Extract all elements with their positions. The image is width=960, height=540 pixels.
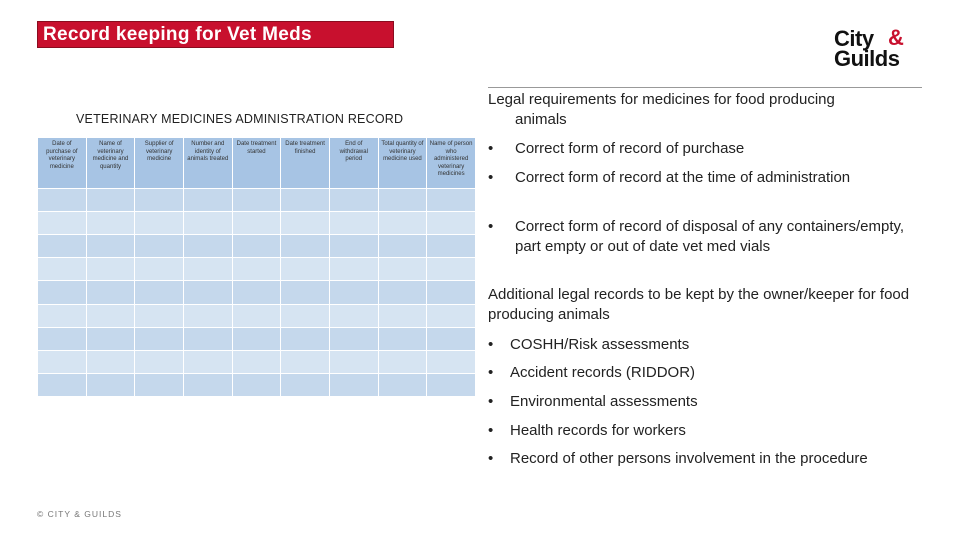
table-cell bbox=[38, 189, 87, 212]
table-cell bbox=[329, 189, 378, 212]
slide-title-banner bbox=[37, 21, 394, 48]
table-cell bbox=[135, 189, 184, 212]
table-cell bbox=[232, 304, 281, 327]
table-cell bbox=[135, 350, 184, 373]
table-cell bbox=[427, 235, 476, 258]
table-cell bbox=[86, 189, 135, 212]
table-cell bbox=[281, 258, 330, 281]
logo-word-city: City bbox=[834, 26, 874, 51]
table-cell bbox=[38, 304, 87, 327]
record-title: VETERINARY MEDICINES ADMINISTRATION RECORD bbox=[76, 112, 404, 126]
table-cell bbox=[281, 189, 330, 212]
table-cell bbox=[183, 281, 232, 304]
table-row bbox=[38, 281, 476, 304]
table-cell bbox=[329, 235, 378, 258]
table-cell bbox=[378, 189, 427, 212]
table-cell bbox=[135, 258, 184, 281]
table-cell bbox=[378, 258, 427, 281]
table-cell bbox=[183, 235, 232, 258]
table-cell bbox=[232, 373, 281, 396]
table-cell bbox=[232, 189, 281, 212]
table-cell bbox=[38, 350, 87, 373]
table-cell bbox=[135, 327, 184, 350]
slide-title: Record keeping for Vet Meds bbox=[43, 24, 312, 45]
bullet-icon: • bbox=[488, 140, 494, 157]
table-cell bbox=[86, 281, 135, 304]
table-cell bbox=[378, 304, 427, 327]
table-row bbox=[38, 350, 476, 373]
table-cell bbox=[378, 235, 427, 258]
table-cell bbox=[329, 281, 378, 304]
bullet-icon: • bbox=[488, 393, 494, 410]
table-cell bbox=[378, 327, 427, 350]
bullet-icon: • bbox=[488, 422, 494, 439]
table-cell bbox=[427, 327, 476, 350]
legal-requirements-heading: Legal requirements for medicines for food producing animals bbox=[488, 91, 835, 128]
table-cell bbox=[427, 258, 476, 281]
table-cell bbox=[281, 350, 330, 373]
table-cell bbox=[135, 373, 184, 396]
table-cell bbox=[329, 373, 378, 396]
table-cell bbox=[427, 304, 476, 327]
logo-ampersand: & bbox=[888, 25, 904, 50]
table-row bbox=[38, 258, 476, 281]
table-cell bbox=[427, 373, 476, 396]
table-cell bbox=[135, 281, 184, 304]
logo-word-guilds: Guilds bbox=[834, 46, 900, 71]
table-cell bbox=[38, 258, 87, 281]
table-cell bbox=[183, 258, 232, 281]
table-cell bbox=[86, 212, 135, 235]
column-header: Date treatment started bbox=[232, 138, 281, 189]
table-cell bbox=[329, 350, 378, 373]
table-cell bbox=[38, 212, 87, 235]
bullet-icon: • bbox=[488, 336, 494, 353]
table-cell bbox=[86, 327, 135, 350]
table-cell bbox=[183, 327, 232, 350]
column-header: Supplier of veterinary medicine bbox=[135, 138, 184, 189]
table-cell bbox=[86, 258, 135, 281]
table-cell bbox=[183, 350, 232, 373]
table-body bbox=[38, 189, 476, 397]
bullet-icon: • bbox=[488, 364, 494, 381]
table-cell bbox=[135, 212, 184, 235]
table-cell bbox=[378, 373, 427, 396]
table-cell bbox=[135, 304, 184, 327]
table-cell bbox=[281, 235, 330, 258]
table-cell bbox=[38, 327, 87, 350]
table-cell bbox=[329, 304, 378, 327]
table-cell bbox=[378, 350, 427, 373]
table-cell bbox=[281, 212, 330, 235]
table-cell bbox=[281, 304, 330, 327]
table-cell bbox=[86, 235, 135, 258]
column-header: Name of person who administered veterinary medicines bbox=[427, 138, 476, 189]
table-header-row bbox=[38, 138, 476, 189]
column-header: Number and identity of animals treated bbox=[183, 138, 232, 189]
table-cell bbox=[427, 281, 476, 304]
table-cell bbox=[38, 373, 87, 396]
copyright-footer: © CITY & GUILDS bbox=[37, 509, 122, 519]
table-cell bbox=[38, 281, 87, 304]
header-divider bbox=[488, 87, 922, 88]
table-cell bbox=[329, 212, 378, 235]
additional-records-heading: Additional legal records to be kept by the owner/keeper for food producing animals bbox=[488, 286, 910, 323]
table-cell bbox=[427, 189, 476, 212]
table-row bbox=[38, 235, 476, 258]
table-cell bbox=[281, 373, 330, 396]
table-cell bbox=[183, 189, 232, 212]
table-row bbox=[38, 373, 476, 396]
bullet-icon: • bbox=[488, 218, 494, 235]
column-header: Date treatment finished bbox=[281, 138, 330, 189]
table-cell bbox=[232, 281, 281, 304]
table-cell bbox=[232, 212, 281, 235]
table-cell bbox=[427, 212, 476, 235]
table-cell bbox=[232, 327, 281, 350]
table-cell bbox=[183, 373, 232, 396]
table-cell bbox=[427, 350, 476, 373]
table-cell bbox=[38, 235, 87, 258]
table-cell bbox=[86, 350, 135, 373]
bullet-icon: • bbox=[488, 450, 494, 467]
column-header: Name of veterinary medicine and quantity bbox=[86, 138, 135, 189]
table-cell bbox=[232, 350, 281, 373]
bullet-icon: • bbox=[488, 169, 494, 186]
table-cell bbox=[232, 258, 281, 281]
table-cell bbox=[329, 327, 378, 350]
table-cell bbox=[86, 304, 135, 327]
table-cell bbox=[378, 281, 427, 304]
table-cell bbox=[281, 281, 330, 304]
table-cell bbox=[378, 212, 427, 235]
table-row bbox=[38, 212, 476, 235]
column-header: Total quantity of veterinary medicine used bbox=[378, 138, 427, 189]
administration-record-table bbox=[37, 137, 476, 397]
table-cell bbox=[329, 258, 378, 281]
table-cell bbox=[86, 373, 135, 396]
table-row bbox=[38, 327, 476, 350]
city-and-guilds-logo bbox=[834, 24, 926, 72]
column-header: End of withdrawal period bbox=[329, 138, 378, 189]
table-cell bbox=[183, 212, 232, 235]
table-cell bbox=[232, 235, 281, 258]
table-cell bbox=[135, 235, 184, 258]
table-row bbox=[38, 189, 476, 212]
table-cell bbox=[281, 327, 330, 350]
column-header: Date of purchase of veterinary medicine bbox=[38, 138, 87, 189]
table-cell bbox=[183, 304, 232, 327]
table-row bbox=[38, 304, 476, 327]
